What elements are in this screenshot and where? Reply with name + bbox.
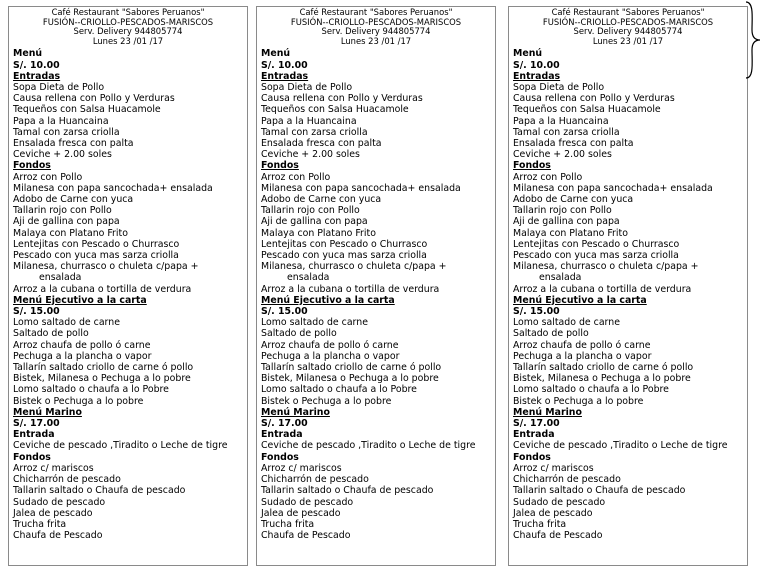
menu-item: Bistek, Milanesa o Pechuga a lo pobre: [513, 373, 691, 385]
menu-item: Aji de gallina con papa: [261, 216, 368, 228]
menu-item: Chicharrón de pescado: [261, 474, 369, 486]
menu-item: Tequeños con Salsa Huacamole: [513, 104, 661, 116]
menu-item: Lentejitas con Pescado o Churrasco: [13, 238, 180, 250]
menu-item: Adobo de Carne con yuca: [513, 194, 634, 206]
menu-item: Ceviche + 2.00 soles: [13, 149, 112, 161]
menu-item: Malaya con Platano Frito: [261, 227, 376, 239]
menu-item: Arroz chaufa de pollo ó carne: [513, 339, 651, 351]
menu-item: Sopa Dieta de Pollo: [13, 81, 105, 93]
menu-item: Lomo saltado o chaufa a lo Pobre: [13, 384, 169, 396]
menu-item: Trucha frita: [513, 518, 567, 530]
menu-price-or-label: S/. 10.00: [513, 59, 560, 71]
menu-price-or-label: Menú: [13, 48, 43, 60]
menu-item: Arroz c/ mariscos: [513, 462, 594, 474]
menu-price-or-label: S/. 17.00: [261, 418, 308, 430]
menu-item: Milanesa con papa sancochada+ ensalada: [13, 182, 213, 194]
menu-item: Milanesa con papa sancochada+ ensalada: [513, 182, 713, 194]
menu-item: Jalea de pescado: [13, 507, 93, 519]
menu-item: Pescado con yuca mas sarza criolla: [513, 250, 679, 262]
menu-item: Trucha frita: [13, 518, 67, 530]
menu-item: Arroz c/ mariscos: [13, 462, 94, 474]
menu-price-or-label: S/. 15.00: [13, 306, 60, 318]
header-line: Café Restaurant "Sabores Peruanos": [299, 7, 453, 17]
menu-item: Arroz con Pollo: [513, 171, 583, 183]
menu-price-or-label: S/. 17.00: [13, 418, 60, 430]
menu-item: Ensalada fresca con palta: [13, 138, 134, 149]
menu-item: Arroz a la cubana o tortilla de verdura: [513, 283, 692, 295]
menu-item: Jalea de pescado: [261, 507, 341, 519]
menu-price-or-label: Fondos: [261, 451, 299, 463]
menu-header: [13, 8, 247, 46]
section-heading: Entradas: [13, 70, 61, 82]
menu-item: Lentejitas con Pescado o Churrasco: [261, 238, 428, 250]
menu-item: Tallarin rojo con Pollo: [513, 205, 612, 217]
menu-item: Chaufa de Pescado: [13, 530, 103, 542]
menu-item: Ceviche + 2.00 soles: [261, 149, 360, 161]
menu-item: Arroz chaufa de pollo ó carne: [261, 339, 399, 351]
menu-item: Chicharrón de pescado: [513, 474, 621, 486]
menu-item: Causa rellena con Pollo y Verduras: [513, 93, 675, 105]
menu-item: Malaya con Platano Frito: [13, 227, 128, 239]
menu-item: Tequeños con Salsa Huacamole: [261, 104, 409, 116]
menu-lines: [261, 48, 495, 541]
menu-price-or-label: S/. 10.00: [13, 59, 60, 71]
section-heading: Fondos: [261, 160, 299, 172]
menu-item: Lomo saltado o chaufa a lo Pobre: [261, 384, 417, 396]
menu-item: Lentejitas con Pescado o Churrasco: [513, 238, 680, 250]
section-heading: Fondos: [513, 160, 551, 172]
menu-item: Tallarín saltado criollo de carne ó pollo: [13, 362, 194, 374]
menu-item: Sudado de pescado: [261, 496, 354, 508]
menu-item: Saltado de pollo: [261, 328, 337, 340]
menu-item: Tallarín saltado criollo de carne ó pollo: [261, 362, 442, 374]
menu-item: Milanesa, churrasco o chuleta c/papa +: [513, 261, 699, 273]
menu-item: ensalada: [287, 272, 330, 284]
menu-item: Pescado con yuca mas sarza criolla: [13, 250, 179, 262]
menu-item: Sudado de pescado: [13, 496, 106, 508]
menu-lines: [13, 48, 247, 541]
menu-item: Tamal con zarsa criolla: [513, 126, 620, 138]
menu-price-or-label: Menú: [513, 48, 543, 60]
menu-item: Saltado de pollo: [13, 328, 89, 340]
menu-item: Pechuga a la plancha o vapor: [261, 350, 400, 362]
menu-price-or-label: S/. 15.00: [513, 306, 560, 318]
menu-price-or-label: Entrada: [513, 429, 555, 441]
section-heading: Menú Ejecutivo a la carta: [13, 294, 147, 306]
menu-item: Adobo de Carne con yuca: [13, 194, 134, 206]
menu-item: Bistek o Pechuga a lo pobre: [261, 395, 392, 407]
menu-item: Bistek, Milanesa o Pechuga a lo pobre: [13, 373, 191, 385]
menu-price-or-label: Fondos: [13, 451, 51, 463]
section-heading: Menú Ejecutivo a la carta: [261, 294, 395, 306]
menu-item: Lomo saltado de carne: [261, 317, 368, 329]
menu-item: Tallarin saltado o Chaufa de pescado: [13, 485, 186, 497]
menu-item: Jalea de pescado: [513, 507, 593, 519]
menu-header: [513, 8, 747, 46]
menu-item: Tallarin rojo con Pollo: [261, 205, 360, 217]
section-heading: Entradas: [261, 70, 309, 82]
menu-item: Milanesa con papa sancochada+ ensalada: [261, 182, 461, 194]
menu-item: Tallarín saltado criollo de carne ó pollo: [513, 362, 694, 374]
menu-item: Arroz chaufa de pollo ó carne: [13, 339, 151, 351]
menu-item: Causa rellena con Pollo y Verduras: [261, 93, 423, 105]
header-line: FUSIÓN--CRIOLLO-PESCADOS-MARISCOS: [42, 16, 214, 27]
menu-item: Lomo saltado o chaufa a lo Pobre: [513, 384, 669, 396]
menu-item: Aji de gallina con papa: [513, 216, 620, 228]
menu-item: Arroz con Pollo: [261, 171, 331, 183]
menu-item: Sopa Dieta de Pollo: [513, 81, 605, 93]
header-line: FUSIÓN--CRIOLLO-PESCADOS-MARISCOS: [542, 16, 714, 27]
section-heading: Entradas: [513, 70, 561, 82]
section-heading: Menú Marino: [513, 406, 582, 418]
menu-item: Saltado de pollo: [513, 328, 589, 340]
menu-item: Ensalada fresca con palta: [261, 138, 382, 149]
menu-item: Ceviche de pescado ,Tiradito o Leche de tigre: [513, 440, 728, 452]
menu-item: Pechuga a la plancha o vapor: [513, 350, 652, 362]
menu-item: Papa a la Huancaina: [513, 115, 609, 127]
menu-item: Adobo de Carne con yuca: [261, 194, 382, 206]
menu-item: Sopa Dieta de Pollo: [261, 81, 353, 93]
menu-item: Chaufa de Pescado: [513, 530, 603, 542]
header-line: Café Restaurant "Sabores Peruanos": [51, 7, 205, 17]
menu-item: Bistek o Pechuga a lo pobre: [513, 395, 644, 407]
menu-price-or-label: Menú: [261, 48, 291, 60]
menu-item: Arroz con Pollo: [13, 171, 83, 183]
menu-price-or-label: S/. 17.00: [513, 418, 560, 430]
brace-mark: [742, 0, 768, 80]
menu-item: Chicharrón de pescado: [13, 474, 121, 486]
header-line: FUSIÓN--CRIOLLO-PESCADOS-MARISCOS: [290, 16, 462, 27]
menu-item: Tamal con zarsa criolla: [13, 126, 120, 138]
section-heading: Menú Ejecutivo a la carta: [513, 294, 647, 306]
menu-item: Tallarin saltado o Chaufa de pescado: [261, 485, 434, 497]
menu-item: Papa a la Huancaina: [13, 115, 109, 127]
menu-item: Tequeños con Salsa Huacamole: [13, 104, 161, 116]
menu-item: Ceviche + 2.00 soles: [513, 149, 612, 161]
header-line: Café Restaurant "Sabores Peruanos": [551, 7, 705, 17]
menu-item: Pechuga a la plancha o vapor: [13, 350, 152, 362]
section-heading: Menú Marino: [261, 406, 330, 418]
menu-item: Arroz a la cubana o tortilla de verdura: [13, 283, 192, 295]
menu-item: Ceviche de pescado ,Tiradito o Leche de tigre: [261, 440, 476, 452]
header-line: Serv. Delivery 944805774: [573, 26, 683, 37]
menu-item: ensalada: [539, 272, 582, 284]
menu-item: Malaya con Platano Frito: [513, 227, 628, 239]
header-line: Serv. Delivery 944805774: [73, 26, 183, 37]
menu-item: Bistek o Pechuga a lo pobre: [13, 395, 144, 407]
menu-page-1: [8, 6, 248, 566]
menu-item: Lomo saltado de carne: [13, 317, 120, 329]
menu-item: Arroz c/ mariscos: [261, 462, 342, 474]
menu-price-or-label: S/. 10.00: [261, 59, 308, 71]
header-line: Lunes 23 /01 /17: [92, 35, 164, 46]
menu-item: Sudado de pescado: [513, 496, 606, 508]
menu-item: Tallarin rojo con Pollo: [13, 205, 112, 217]
menu-lines: [513, 48, 747, 541]
menu-price-or-label: Entrada: [261, 429, 303, 441]
menu-item: Chaufa de Pescado: [261, 530, 351, 542]
menu-item: Ceviche de pescado ,Tiradito o Leche de tigre: [13, 440, 228, 452]
menu-item: Lomo saltado de carne: [513, 317, 620, 329]
menu-item: Milanesa, churrasco o chuleta c/papa +: [13, 261, 199, 273]
menu-price-or-label: Fondos: [513, 451, 551, 463]
section-heading: Menú Marino: [13, 406, 82, 418]
menu-item: Causa rellena con Pollo y Verduras: [13, 93, 175, 105]
header-line: Lunes 23 /01 /17: [340, 35, 412, 46]
menu-header: [261, 8, 495, 46]
menu-item: Trucha frita: [261, 518, 315, 530]
section-heading: Fondos: [13, 160, 51, 172]
menu-item: Papa a la Huancaina: [261, 115, 357, 127]
menu-item: ensalada: [39, 272, 82, 284]
menu-price-or-label: S/. 15.00: [261, 306, 308, 318]
menu-page-3: [508, 6, 748, 566]
menu-page-2: [256, 6, 496, 566]
menu-item: Ensalada fresca con palta: [513, 138, 634, 149]
menu-item: Arroz a la cubana o tortilla de verdura: [261, 283, 440, 295]
menu-price-or-label: Entrada: [13, 429, 55, 441]
header-line: Lunes 23 /01 /17: [592, 35, 664, 46]
menu-item: Tallarin saltado o Chaufa de pescado: [513, 485, 686, 497]
menu-item: Tamal con zarsa criolla: [261, 126, 368, 138]
header-line: Serv. Delivery 944805774: [321, 26, 431, 37]
menu-item: Bistek, Milanesa o Pechuga a lo pobre: [261, 373, 439, 385]
menu-item: Aji de gallina con papa: [13, 216, 120, 228]
menu-item: Pescado con yuca mas sarza criolla: [261, 250, 427, 262]
menu-item: Milanesa, churrasco o chuleta c/papa +: [261, 261, 447, 273]
